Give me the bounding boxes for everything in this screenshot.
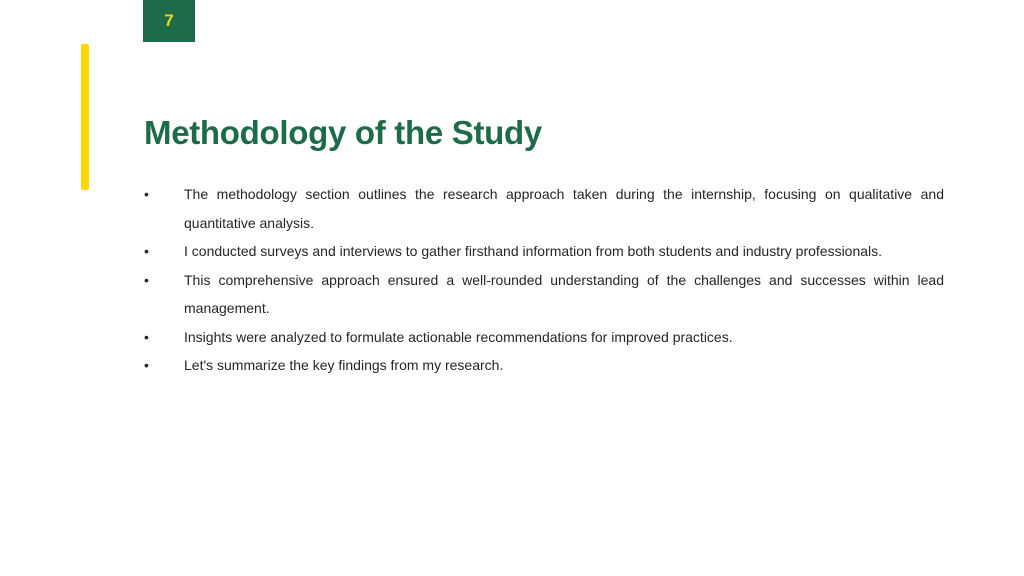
slide-title: Methodology of the Study [144, 114, 542, 151]
accent-bar [81, 44, 89, 190]
bullet-icon: • [144, 328, 149, 345]
bullet-text-4: Insights were analyzed to formulate actionable recommendations for improved practices. [184, 328, 733, 345]
bullet-icon: • [144, 357, 149, 373]
bullet-icon: • [144, 186, 149, 202]
bullet-list [144, 180, 944, 380]
page-number: 7 [164, 10, 174, 30]
page-number-box [143, 0, 195, 42]
bullet-text-3: This comprehensive approach ensured a well-rounded understanding of the challenges and successes within lead management. [184, 271, 944, 316]
bullet-icon: • [144, 243, 149, 259]
bullet-item-5 [144, 351, 944, 380]
bullet-item-2 [144, 237, 944, 266]
bullet-icon: • [144, 271, 149, 288]
bullet-item-3 [144, 266, 944, 323]
bullet-text-1: The methodology section outlines the research approach taken during the internship, focusing on qualitative and quantitative analysis. [184, 186, 944, 231]
bullet-item-1 [144, 180, 944, 237]
bullet-text-5: Let's summarize the key findings from my research. [184, 357, 504, 373]
bullet-text-2: I conducted surveys and interviews to gather firsthand information from both students and industry professionals. [184, 243, 883, 259]
bullet-item-4 [144, 323, 944, 352]
